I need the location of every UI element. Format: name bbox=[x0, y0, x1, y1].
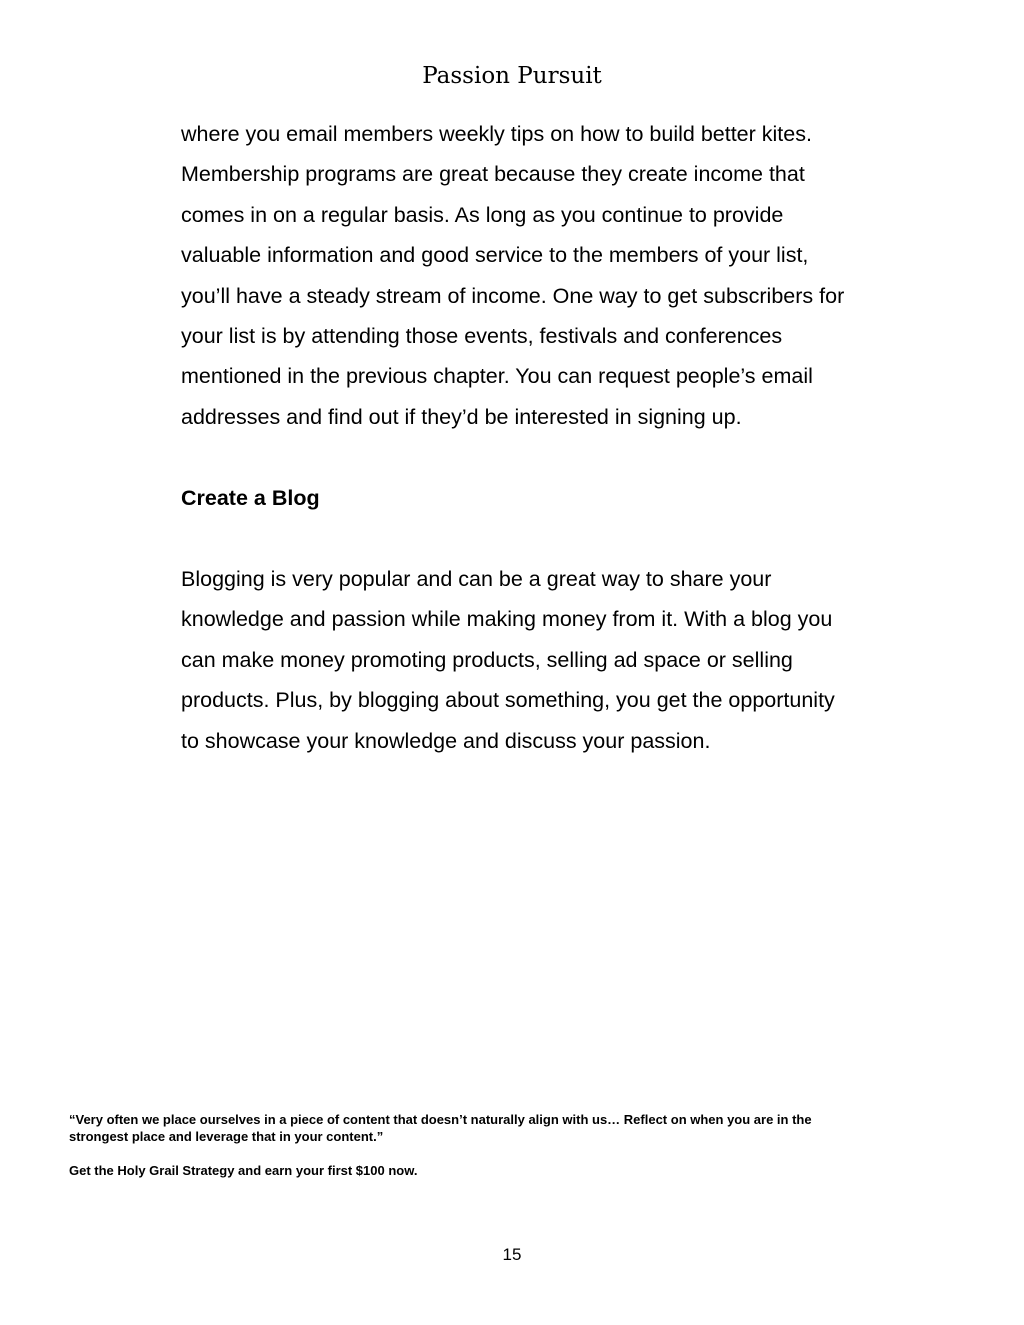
section-heading: Create a Blog bbox=[181, 486, 320, 510]
body-paragraph-blog bbox=[181, 559, 941, 761]
text-line: where you email members weekly tips on how to build better kites. bbox=[181, 122, 812, 146]
text-line: Membership programs are great because they create income that bbox=[181, 162, 805, 187]
text-line: knowledge and passion while making money from it. With a blog you bbox=[181, 607, 833, 632]
footer-quote bbox=[69, 1112, 949, 1145]
text-line: products. Plus, by blogging about something, you get the opportunity bbox=[181, 688, 835, 713]
text-line: Blogging is very popular and can be a great way to share your bbox=[181, 567, 772, 591]
footer-quote-line: strongest place and leverage that in your content.” bbox=[69, 1128, 384, 1144]
text-line: comes in on a regular basis. As long as you continue to provide bbox=[181, 202, 784, 227]
footer-quote-line: “Very often we place ourselves in a piece of content that doesn’t naturally align with us… Reflect on when you are in the bbox=[69, 1112, 812, 1127]
text-line: your list is by attending those events, festivals and conferences bbox=[181, 324, 783, 349]
text-line: mentioned in the previous chapter. You can request people’s email bbox=[181, 364, 813, 389]
footer-cta-link[interactable]: Get the Holy Grail Strategy and earn your first $100 now. bbox=[69, 1163, 418, 1178]
text-line: valuable information and good service to the members of your list, bbox=[181, 243, 809, 268]
text-line: to showcase your knowledge and discuss your passion. bbox=[181, 728, 711, 753]
text-line: can make money promoting products, selling ad space or selling bbox=[181, 647, 793, 672]
text-line: you’ll have a steady stream of income. One way to get subscribers for bbox=[181, 283, 845, 308]
running-header-title: Passion Pursuit bbox=[422, 63, 602, 89]
text-line: addresses and find out if they’d be interested in signing up. bbox=[181, 404, 742, 429]
body-paragraph-membership bbox=[181, 114, 941, 437]
page-number: 15 bbox=[502, 1245, 522, 1264]
